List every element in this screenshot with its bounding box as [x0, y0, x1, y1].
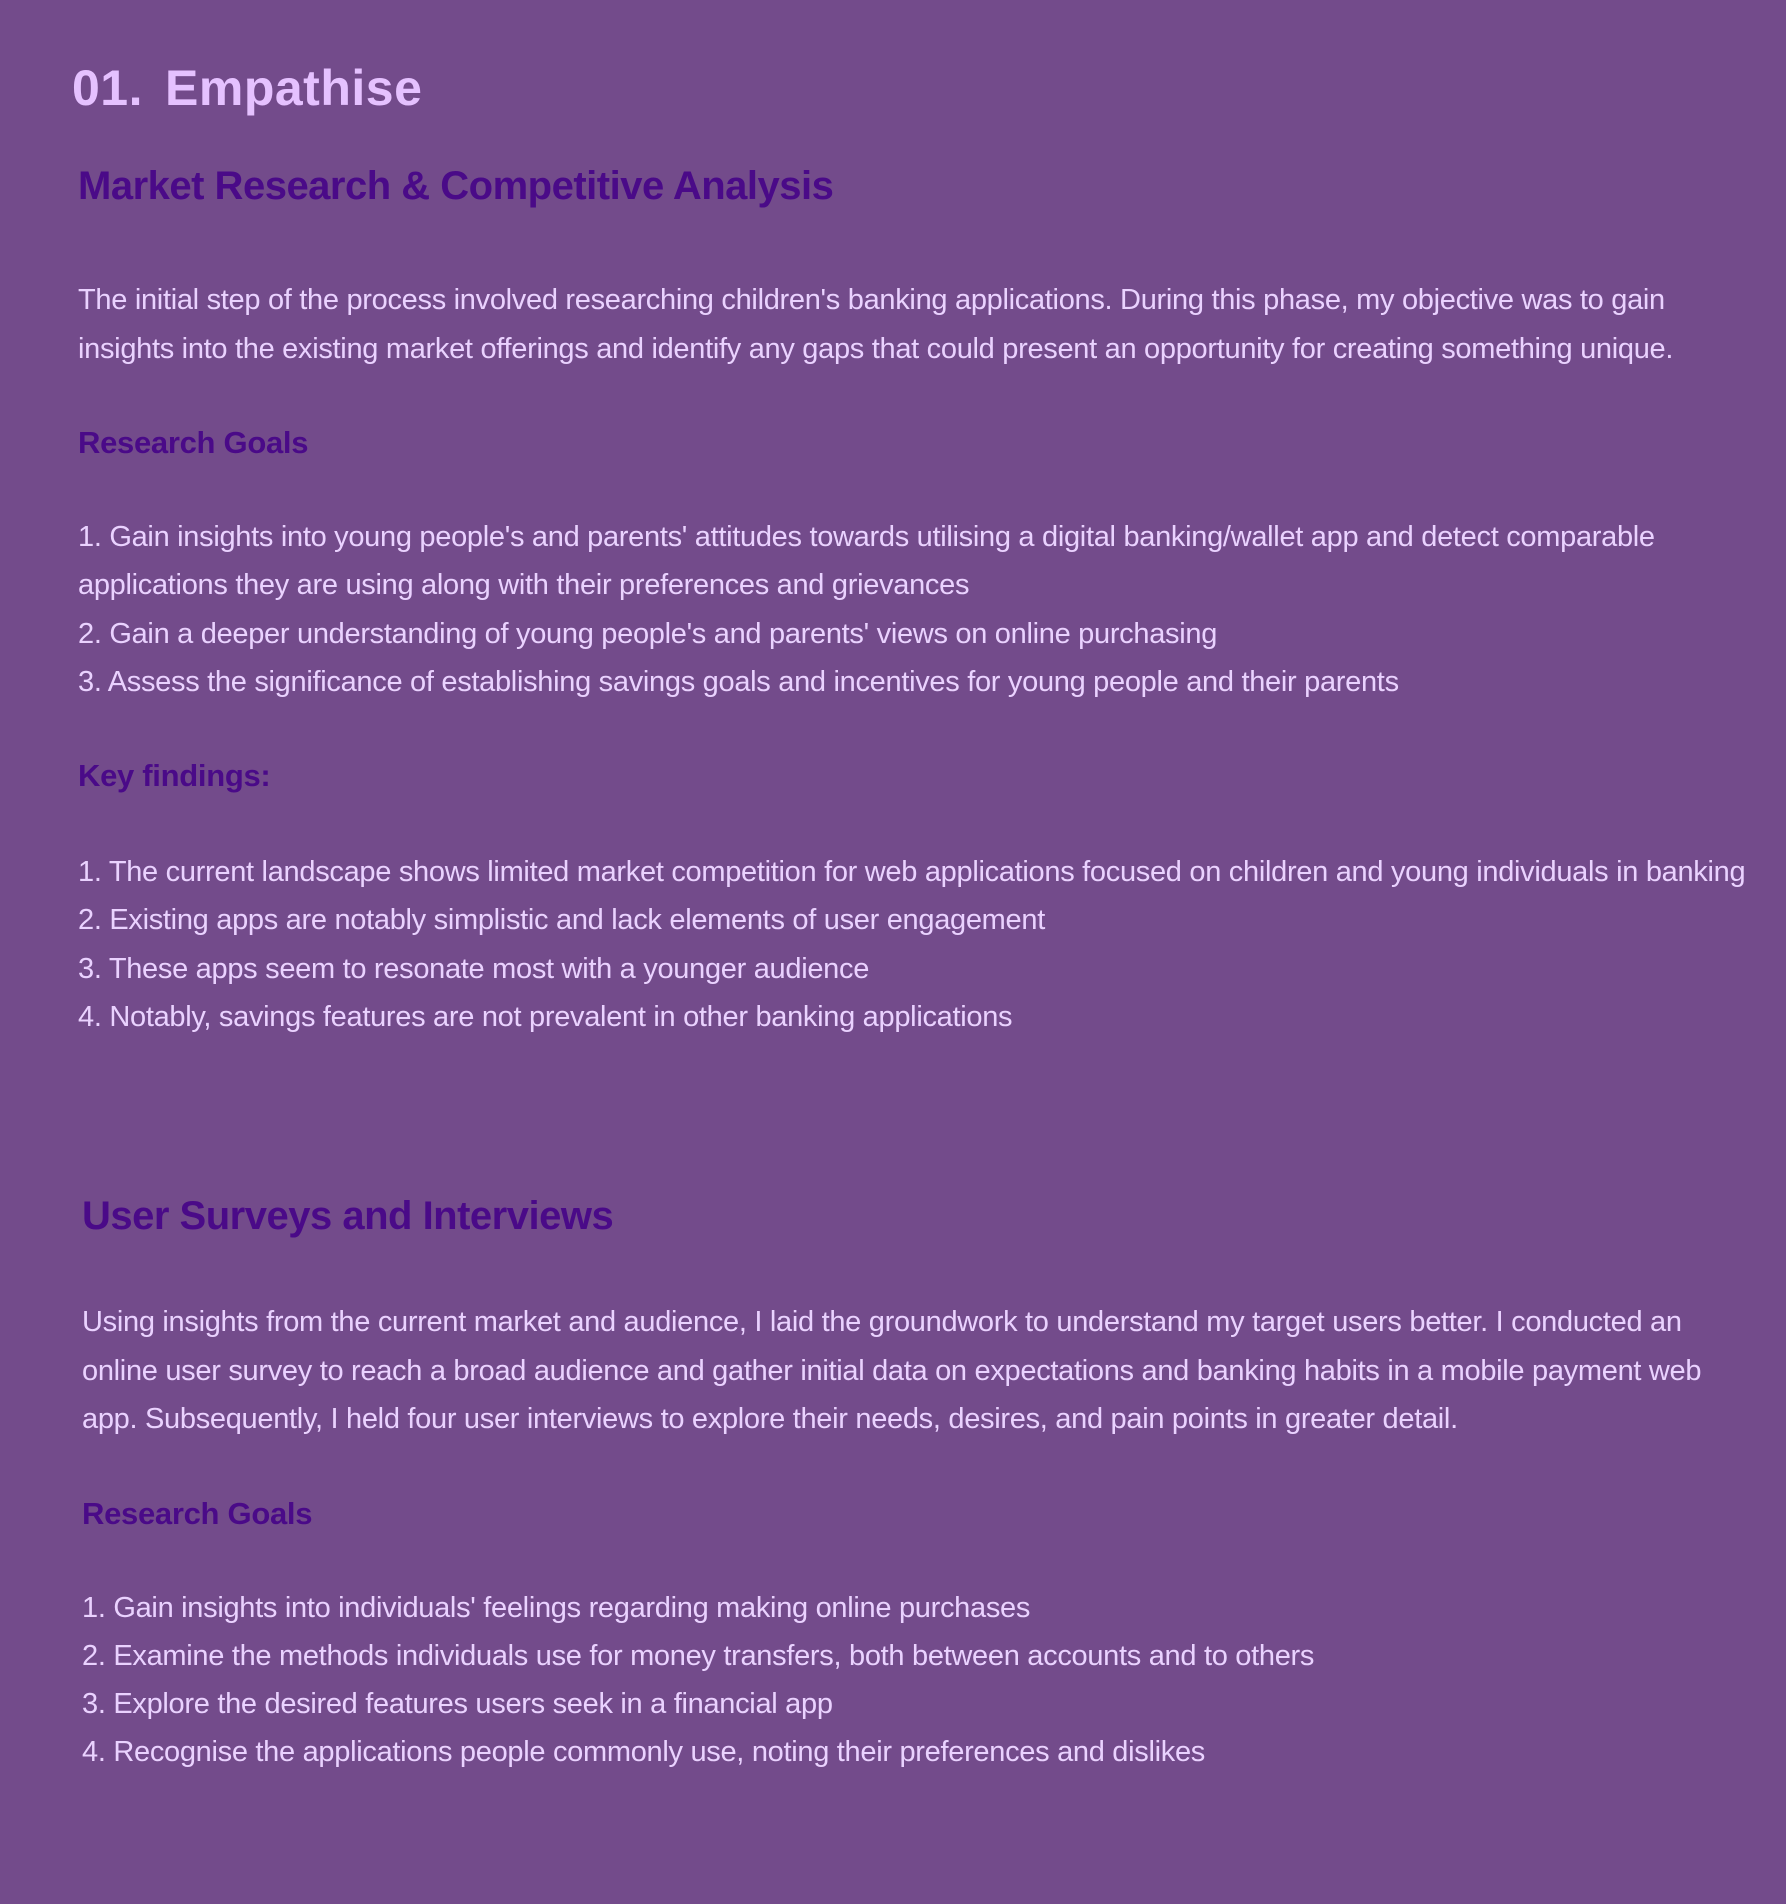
key-findings-list	[78, 848, 1758, 1041]
list-item: 1. The current landscape shows limited market competition for web applications focused on children and young individuals in banking	[78, 856, 1746, 889]
list-item: 2. Gain a deeper understanding of young people's and parents' views on online purchasing	[78, 617, 1218, 650]
list-item: 3. Explore the desired features users seek in a financial app	[82, 1688, 833, 1721]
list-item: 1. Gain insights into individuals' feelings regarding making online purchases	[82, 1591, 1031, 1624]
list-item: 4. Recognise the applications people commonly use, noting their preferences and dislikes	[82, 1736, 1205, 1769]
user-research-goals-list	[82, 1584, 1742, 1777]
market-research-intro: The initial step of the process involved researching children's banking applications. During this phase, my objective was to gain insights into the existing market offerings and identify any gaps that could present an opportunity for creating something unique.	[78, 284, 1674, 365]
user-research-goals-heading: Research Goals	[82, 1495, 313, 1531]
user-research-intro: Using insights from the current market and audience, I laid the groundwork to understand my target users better. I conducted an online user survey to reach a broad audience and gather initial data on expectations and banking habits in a mobile payment web app. Subsequently, I held four user interviews to explore their needs, desires, and pain points in greater detail.	[82, 1306, 1702, 1435]
user-research-heading: User Surveys and Interviews	[82, 1194, 614, 1238]
market-research-section	[78, 158, 1766, 1041]
section-number: 01.	[72, 60, 144, 116]
list-item: 1. Gain insights into young people's and parents' attitudes towards utilising a digital banking/wallet app and detect comparable applications they are using along with their preferences and grievances	[78, 521, 1655, 602]
key-findings-heading: Key findings:	[78, 758, 271, 794]
market-research-goals-heading: Research Goals	[78, 425, 309, 460]
list-item: 3. These apps seem to resonate most with a younger audience	[78, 952, 870, 985]
list-item: 3. Assess the significance of establishing savings goals and incentives for young people and their parents	[78, 665, 1399, 698]
list-item: 4. Notably, savings features are not prevalent in other banking applications	[78, 1001, 1013, 1034]
market-research-heading: Market Research & Competitive Analysis	[78, 164, 834, 208]
section-title: Empathise	[165, 60, 423, 116]
user-research-section	[82, 1188, 1766, 1777]
list-item: 2. Examine the methods individuals use for money transfers, both between accounts and to others	[82, 1639, 1315, 1672]
list-item: 2. Existing apps are notably simplistic and lack elements of user engagement	[78, 904, 1045, 937]
page-title	[72, 58, 422, 118]
market-research-goals-list	[78, 513, 1758, 706]
